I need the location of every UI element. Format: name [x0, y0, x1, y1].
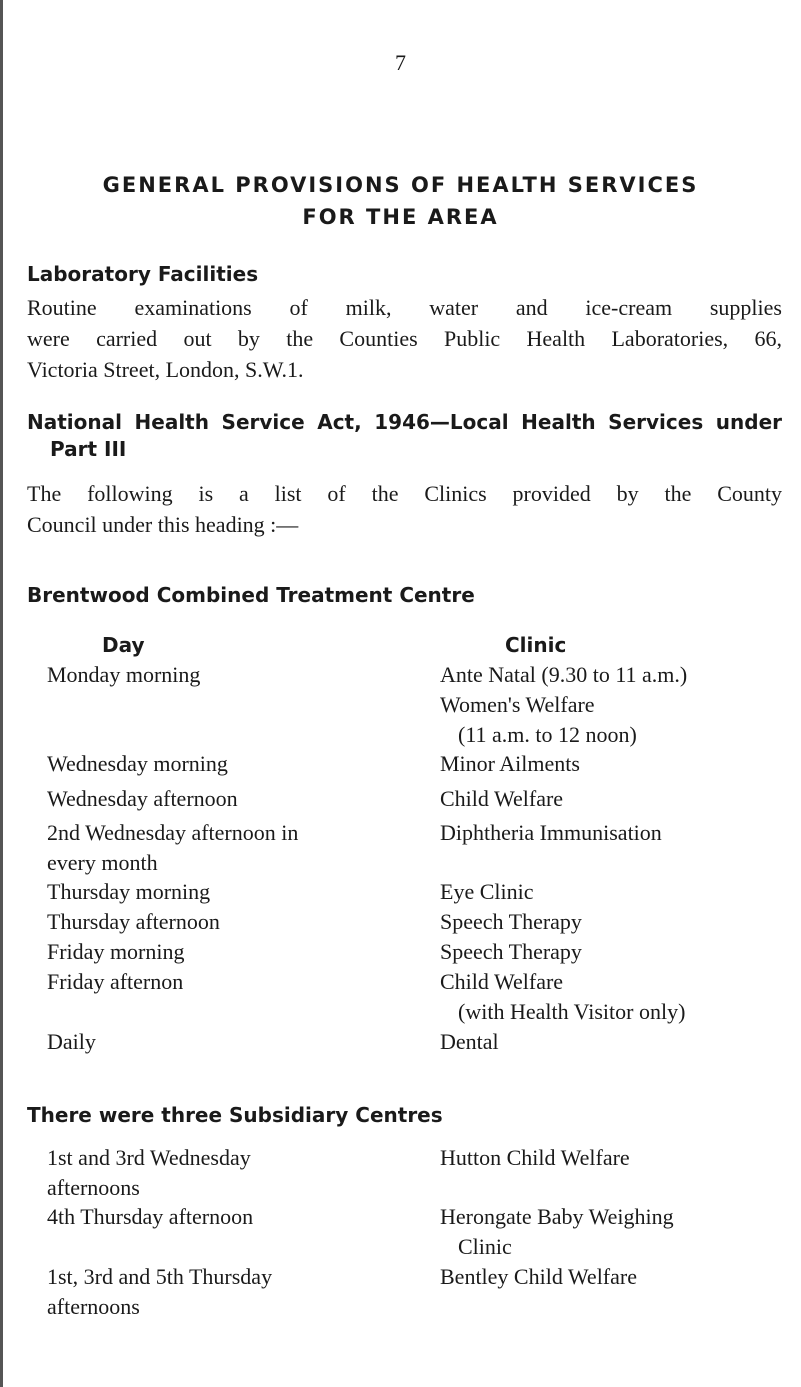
brentwood-day-cell: Wednesday morning: [47, 751, 228, 776]
nhs-line-2: Council under this heading :—: [27, 512, 299, 537]
laboratory-line-1: Routine examinations of milk, water and ice-cream supplies: [27, 295, 782, 320]
brentwood-day-cell: Wednesday afternoon: [47, 786, 238, 811]
nhs-heading-line-2: Part III: [50, 437, 127, 461]
nhs-heading-line-1: National Health Service Act, 1946—Local Health Services under: [27, 410, 782, 434]
subsidiary-day-cell: afternoons: [47, 1175, 140, 1200]
brentwood-clinic-cell: Ante Natal (9.30 to 11 a.m.): [440, 662, 688, 687]
subsidiary-day-cell: 1st and 3rd Wednesday: [47, 1145, 251, 1170]
brentwood-clinic-cell: Dental: [440, 1029, 499, 1054]
brentwood-clinic-cell: Diphtheria Immunisation: [440, 820, 662, 845]
brentwood-clinic-cell: Eye Clinic: [440, 879, 534, 904]
subsidiary-day-cell: afternoons: [47, 1294, 140, 1319]
brentwood-clinic-cell: Women's Welfare: [440, 692, 595, 717]
page-number: 7: [395, 50, 406, 75]
brentwood-clinic-cell: Minor Ailments: [440, 751, 580, 776]
laboratory-heading: Laboratory Facilities: [27, 262, 259, 286]
day-column-header: Day: [102, 633, 145, 657]
brentwood-day-cell: Friday afternon: [47, 969, 184, 994]
subsidiary-clinic-cell: Bentley Child Welfare: [440, 1264, 637, 1289]
brentwood-day-cell: Monday morning: [47, 662, 201, 687]
brentwood-day-cell: Daily: [47, 1029, 96, 1054]
laboratory-paragraph: [27, 292, 782, 385]
brentwood-clinic-cell: Child Welfare: [440, 786, 564, 811]
subsidiary-clinic-cell: Herongate Baby Weighing: [440, 1204, 674, 1229]
page-title-line-1: GENERAL PROVISIONS OF HEALTH SERVICES: [102, 173, 699, 197]
brentwood-clinic-cell: Speech Therapy: [440, 909, 582, 934]
nhs-line-1: The following is a list of the Clinics provided by the County: [27, 481, 782, 506]
subsidiary-heading: There were three Subsidiary Centres: [27, 1103, 443, 1127]
brentwood-clinic-cell: (with Health Visitor only): [458, 999, 686, 1024]
page-title-line-2: FOR THE AREA: [302, 205, 499, 229]
brentwood-clinic-cell: Speech Therapy: [440, 939, 582, 964]
laboratory-line-2: were carried out by the Counties Public Health Laboratories, 66,: [27, 326, 782, 351]
clinic-column-header: Clinic: [505, 633, 567, 657]
subsidiary-day-cell: 1st, 3rd and 5th Thursday: [47, 1264, 273, 1289]
brentwood-clinic-cell: (11 a.m. to 12 noon): [458, 722, 637, 747]
brentwood-day-cell: Thursday afternoon: [47, 909, 220, 934]
laboratory-line-3: Victoria Street, London, S.W.1.: [27, 357, 304, 382]
brentwood-day-cell: Friday morning: [47, 939, 185, 964]
brentwood-day-cell: Thursday morning: [47, 879, 211, 904]
brentwood-day-cell: 2nd Wednesday afternoon in: [47, 820, 299, 845]
brentwood-heading: Brentwood Combined Treatment Centre: [27, 583, 475, 607]
subsidiary-clinic-cell: Clinic: [458, 1234, 512, 1259]
brentwood-clinic-cell: Child Welfare: [440, 969, 564, 994]
subsidiary-day-cell: 4th Thursday afternoon: [47, 1204, 254, 1229]
brentwood-day-cell: every month: [47, 850, 158, 875]
subsidiary-clinic-cell: Hutton Child Welfare: [440, 1145, 630, 1170]
nhs-paragraph: [27, 478, 782, 540]
